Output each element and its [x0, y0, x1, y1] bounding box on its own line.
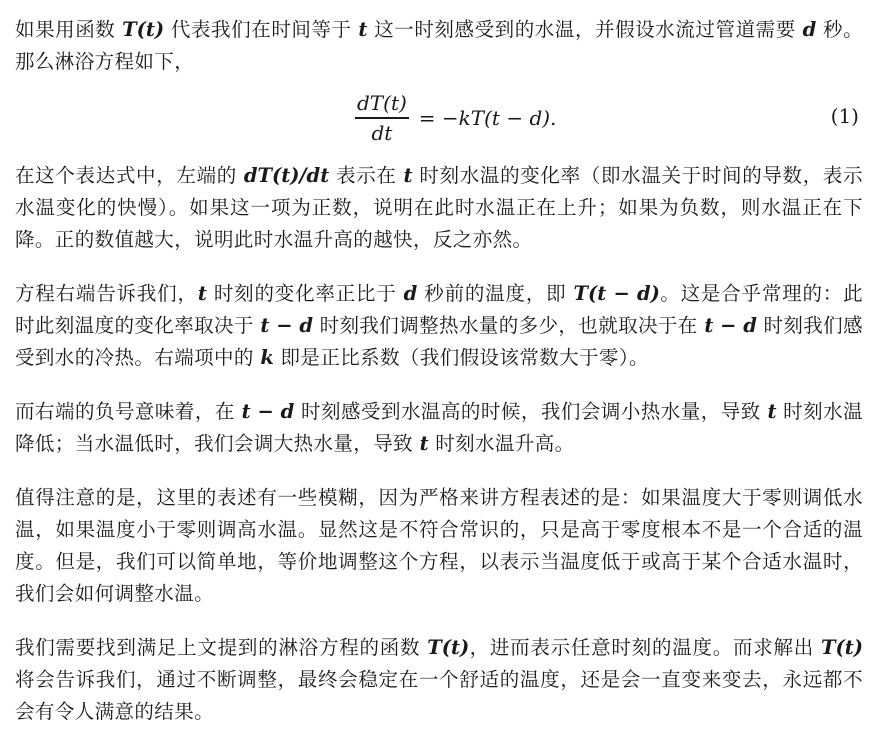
text-run: 时刻水温降低；当水温低时，我们会调大热水量，导致 [15, 400, 864, 455]
text-run: 值得注意的是，这里的表述有一些模糊，因为严格来讲方程表述的是：如果温度大于零则调低水温，如果温度小于零则调高水温。显然这是不符合常识的，只是高于零度根本不是一个合适的温度。但是，我们可以简单地，等价地调整这个方程，以表示当温度低于或高于某个合适水温时，我们会如何调整水温。 [15, 486, 863, 605]
paragraph-goal [15, 632, 863, 728]
paragraph-intro [15, 14, 863, 78]
text-run: 代表我们在时间等于 [164, 18, 359, 41]
shower-equation [355, 84, 556, 152]
equation-denominator: dt [371, 120, 393, 145]
paragraph-explain-right [15, 278, 863, 374]
paragraph-explain-sign [15, 396, 863, 460]
math-expression: dT(t)/dt [243, 164, 330, 187]
text-run: 时刻感受到水温高的时候，我们会调小热水量，导致 [294, 400, 768, 423]
math-expression: T(t) [122, 18, 165, 41]
text-run: 方程右端告诉我们， [15, 282, 198, 305]
text-run: 表示在 [329, 164, 404, 187]
text-run: ，进而表示任意时刻的温度。而求解出 [469, 636, 822, 659]
equation-numerator: dT(t) [357, 91, 407, 116]
paragraph-explain-left [15, 160, 863, 256]
math-expression: T(t) [427, 636, 470, 659]
math-expression: T(t) [821, 636, 863, 659]
text-run: 这一时刻感受到的水温，并假设水流过管道需要 [367, 18, 803, 41]
math-expression: t [358, 18, 368, 41]
text-run: 时刻水温的变化率（即水温关于时间的导数，表示水温变化的快慢）。如果这一项为正数，说明在此时水温正在上升；如果为负数，则水温正在下降。正的数值越大，说明此时水温升高的越快，反之亦然。 [15, 164, 863, 251]
text-run: 我们需要找到满足上文提到的淋浴方程的函数 [15, 636, 428, 659]
math-expression: t [403, 164, 413, 187]
text-run: 。这是合乎常理的：此时此刻温度的变化率取决于 [15, 282, 863, 337]
text-run: 即是正比系数（我们假设该常数大于零）。 [273, 346, 649, 369]
text-run: 时刻我们调整热水量的多少，也就取决于在 [312, 314, 705, 337]
text-run: 在这个表达式中，左端的 [15, 164, 244, 187]
paragraph-caveat [15, 482, 863, 610]
math-expression: t − d [260, 314, 313, 337]
text-run: 如果用函数 [15, 18, 123, 41]
math-expression: d [802, 18, 817, 41]
math-expression: t − d [241, 400, 295, 423]
text-run: 秒前的温度，即 [417, 282, 574, 305]
text-run: 时刻的变化率正比于 [206, 282, 404, 305]
text-run: 时刻水温升高。 [428, 432, 575, 455]
math-expression: t [419, 432, 429, 455]
math-expression: d [403, 282, 418, 305]
text-run: 秒。那么淋浴方程如下， [15, 18, 863, 73]
text-run: 将会告诉我们，通过不断调整，最终会稳定在一个舒适的温度，还是会一直变来变去，永远都不会有令人满意的结果。 [15, 668, 863, 723]
equation-fraction [355, 89, 409, 146]
text-run: 而右端的负号意味着，在 [15, 400, 242, 423]
math-expression: t [767, 400, 777, 423]
math-expression: t − d [704, 314, 757, 337]
text-run: 时刻我们感受到水的冷热。右端项中的 [15, 314, 863, 369]
equation-number: (1) [830, 104, 859, 128]
math-expression: T(t − d) [573, 282, 660, 305]
equation-rhs: = −kT(t − d). [418, 106, 557, 130]
math-expression: k [260, 346, 274, 369]
equation-block [15, 80, 863, 156]
math-expression: t [197, 282, 207, 305]
